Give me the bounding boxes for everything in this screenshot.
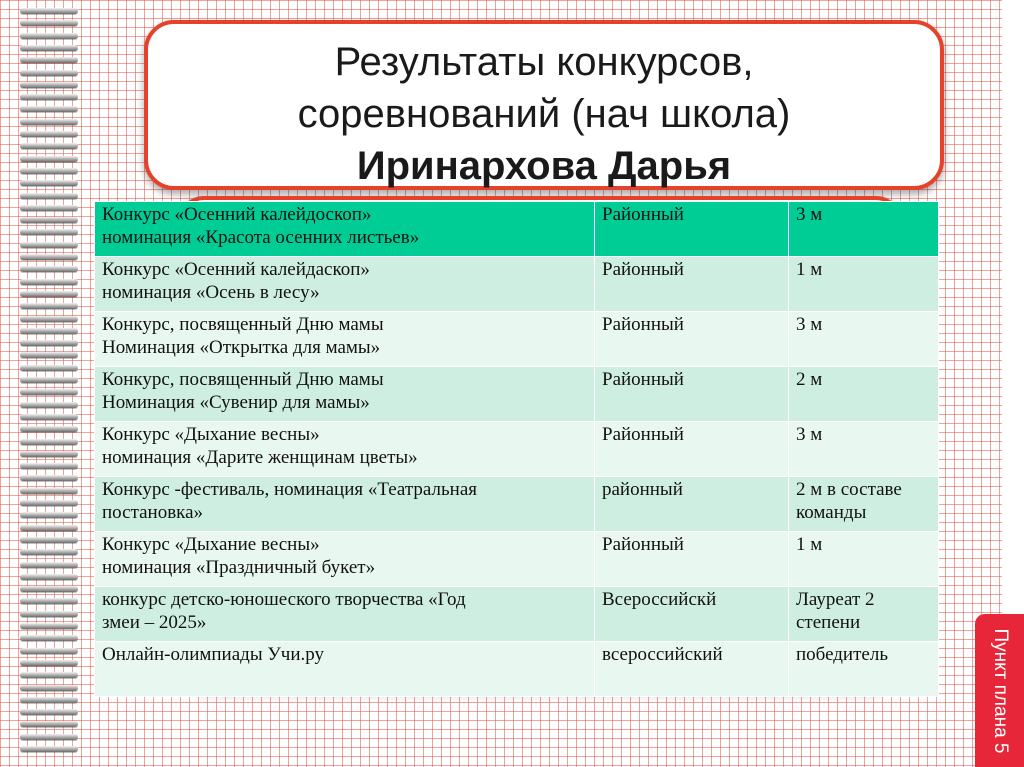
place-cell: [789, 642, 939, 697]
spiral-ring: [20, 537, 78, 543]
level-cell: всероссийский: [595, 642, 789, 697]
contest-line: Номинация «Сувенир для мамы»: [102, 392, 370, 413]
table-row: [95, 367, 939, 422]
contest-cell: [95, 477, 595, 532]
level-cell: Районный: [595, 202, 789, 257]
place-cell: [789, 477, 939, 532]
spiral-ring: [20, 365, 78, 371]
spiral-ring: [20, 340, 78, 346]
spiral-ring: [20, 685, 78, 691]
place-line: 1 м: [796, 534, 823, 555]
table-row: [95, 532, 939, 587]
contest-cell: [95, 642, 595, 697]
contest-line: Номинация «Открытка для мамы»: [102, 337, 381, 358]
contest-line: номинация «Праздничный букет»: [102, 557, 376, 578]
spiral-ring: [20, 229, 78, 235]
place-line: Лауреат 2: [796, 589, 875, 610]
spiral-ring: [20, 648, 78, 654]
spiral-ring: [20, 586, 78, 592]
table-row: [95, 642, 939, 697]
place-cell: [789, 367, 939, 422]
place-line: степени: [796, 612, 861, 633]
spiral-ring: [20, 106, 78, 112]
contest-cell: [95, 422, 595, 477]
table-row: [95, 312, 939, 367]
spiral-ring: [20, 279, 78, 285]
contest-line: Конкурс «Осенний калейдаскоп»: [102, 259, 370, 280]
place-line: 3 м: [796, 424, 823, 445]
spiral-ring: [20, 33, 78, 39]
spiral-ring: [20, 488, 78, 494]
title-line-2: соревнований (нач школа): [297, 92, 791, 136]
place-cell: [789, 312, 939, 367]
level-cell: Районный: [595, 422, 789, 477]
spiral-ring: [20, 156, 78, 162]
spiral-ring: [20, 57, 78, 63]
contest-cell: [95, 532, 595, 587]
place-line: победитель: [796, 644, 888, 665]
spiral-ring: [20, 254, 78, 260]
notebook-spiral-binding: [20, 8, 78, 760]
spiral-ring: [20, 549, 78, 555]
place-line: 2 м в составе: [796, 479, 902, 500]
contest-cell: [95, 202, 595, 257]
spiral-ring: [20, 672, 78, 678]
contest-line: Конкурс -фестиваль, номинация «Театральная: [102, 479, 477, 500]
spiral-ring: [20, 562, 78, 568]
spiral-ring: [20, 119, 78, 125]
place-line: 2 м: [796, 369, 823, 390]
level-cell: Районный: [595, 532, 789, 587]
spiral-ring: [20, 20, 78, 26]
contest-cell: [95, 367, 595, 422]
spiral-ring: [20, 709, 78, 715]
place-cell: [789, 257, 939, 312]
spiral-ring: [20, 180, 78, 186]
place-line: 3 м: [796, 204, 823, 225]
spiral-ring: [20, 426, 78, 432]
spiral-ring: [20, 414, 78, 420]
table-row: [95, 202, 939, 257]
spiral-ring: [20, 205, 78, 211]
spiral-ring: [20, 439, 78, 445]
spiral-ring: [20, 168, 78, 174]
spiral-ring: [20, 266, 78, 272]
spiral-ring: [20, 242, 78, 248]
place-cell: [789, 422, 939, 477]
level-cell: Районный: [595, 312, 789, 367]
spiral-ring: [20, 131, 78, 137]
contest-line: Конкурс, посвященный Дню мамы: [102, 314, 384, 335]
table-row: [95, 422, 939, 477]
contest-cell: [95, 257, 595, 312]
spiral-ring: [20, 746, 78, 752]
spiral-ring: [20, 525, 78, 531]
spiral-ring: [20, 451, 78, 457]
spiral-ring: [20, 611, 78, 617]
spiral-ring: [20, 623, 78, 629]
spiral-ring: [20, 193, 78, 199]
title-box: [144, 20, 944, 190]
spiral-ring: [20, 352, 78, 358]
place-line: 3 м: [796, 314, 823, 335]
level-cell: Районный: [595, 257, 789, 312]
spiral-ring: [20, 660, 78, 666]
place-cell: [789, 587, 939, 642]
place-cell: [789, 202, 939, 257]
spiral-ring: [20, 598, 78, 604]
spiral-ring: [20, 463, 78, 469]
spiral-ring: [20, 303, 78, 309]
spiral-ring: [20, 94, 78, 100]
contest-cell: [95, 587, 595, 642]
contest-cell: [95, 312, 595, 367]
spiral-ring: [20, 574, 78, 580]
spiral-ring: [20, 82, 78, 88]
results-table: [94, 201, 939, 697]
spiral-ring: [20, 8, 78, 14]
spiral-ring: [20, 734, 78, 740]
place-cell: [789, 532, 939, 587]
contest-line: постановка»: [102, 502, 204, 523]
spiral-ring: [20, 389, 78, 395]
contest-line: номинация «Осень в лесу»: [102, 282, 320, 303]
spiral-ring: [20, 500, 78, 506]
spiral-ring: [20, 328, 78, 334]
contest-line: Конкурс «Дыхание весны»: [102, 424, 320, 445]
spiral-ring: [20, 377, 78, 383]
contest-line: Конкурс «Дыхание весны»: [102, 534, 320, 555]
table-row: [95, 257, 939, 312]
contest-line: змеи – 2025»: [102, 612, 207, 633]
spiral-ring: [20, 217, 78, 223]
level-cell: районный: [595, 477, 789, 532]
plan-item-tab: [975, 614, 1024, 767]
contest-line: Конкурс «Осенний калейдоскоп»: [102, 204, 372, 225]
contest-line: Конкурс, посвященный Дню мамы: [102, 369, 384, 390]
spiral-ring: [20, 697, 78, 703]
spiral-ring: [20, 45, 78, 51]
place-line: команды: [796, 502, 867, 523]
student-name: Иринархова Дарья: [356, 144, 732, 188]
place-line: 1 м: [796, 259, 823, 280]
spiral-ring: [20, 721, 78, 727]
table-row: [95, 477, 939, 532]
table-row: [95, 587, 939, 642]
spiral-ring: [20, 635, 78, 641]
level-cell: Всероссийскй: [595, 587, 789, 642]
spiral-ring: [20, 402, 78, 408]
spiral-ring: [20, 475, 78, 481]
contest-line: номинация «Дарите женщинам цветы»: [102, 447, 418, 468]
level-cell: Районный: [595, 367, 789, 422]
spiral-ring: [20, 316, 78, 322]
plan-item-label: Пункт плана 5: [989, 627, 1011, 754]
spiral-ring: [20, 512, 78, 518]
contest-line: конкурс детско-юношеского творчества «Год: [102, 589, 466, 610]
title-line-1: Результаты конкурсов,: [334, 40, 754, 84]
spiral-ring: [20, 70, 78, 76]
spiral-ring: [20, 143, 78, 149]
spiral-ring: [20, 291, 78, 297]
contest-line: Онлайн-олимпиады Учи.ру: [102, 644, 325, 665]
contest-line: номинация «Красота осенних листьев»: [102, 227, 420, 248]
